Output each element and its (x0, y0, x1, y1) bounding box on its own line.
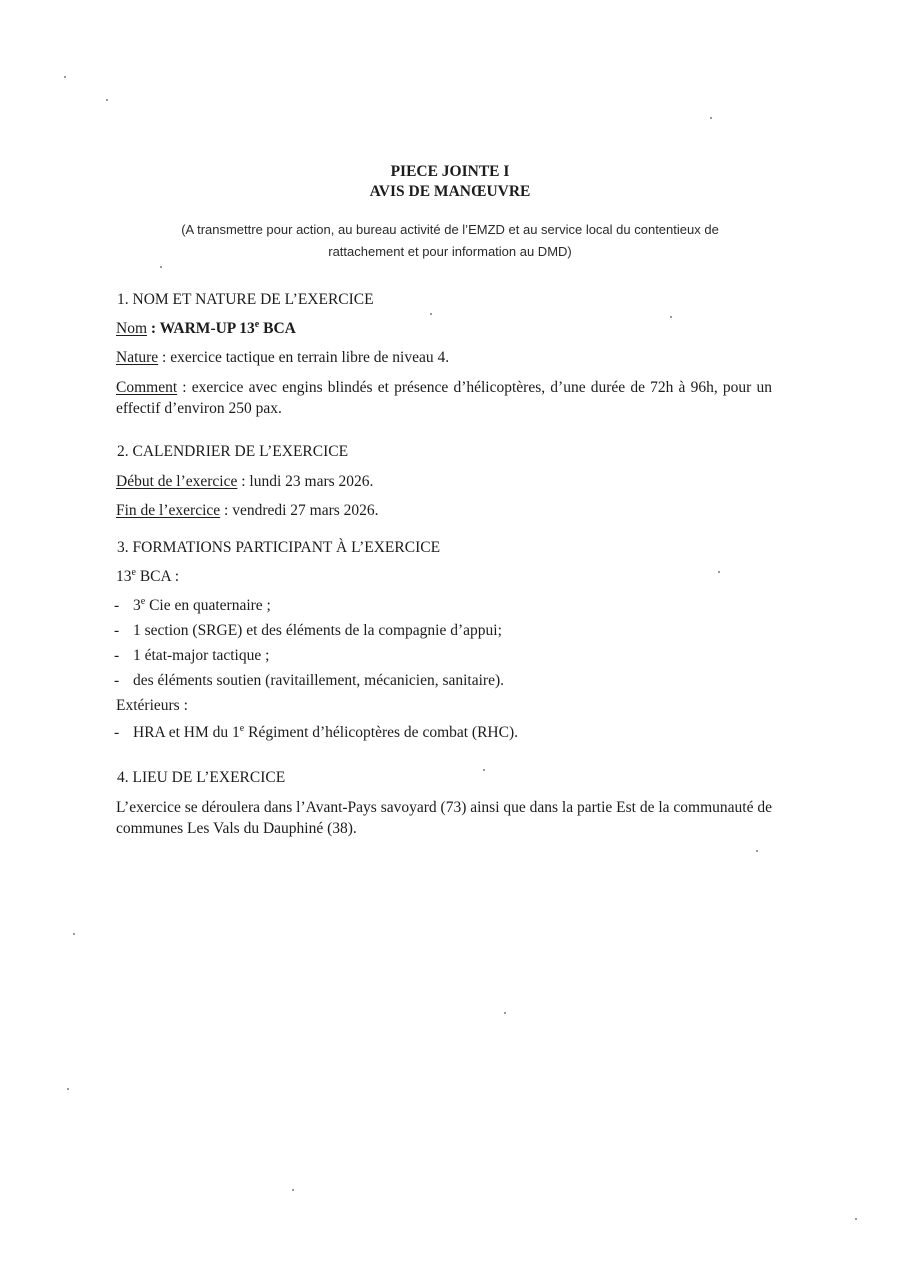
list-item: - 1 section (SRGE) et des éléments de la compagnie d’appui; (114, 622, 502, 639)
list-item: - 1 état-major tactique ; (114, 647, 270, 664)
list-dash: - (114, 672, 120, 689)
section-1-heading: 1. NOM ET NATURE DE L’EXERCICE (117, 291, 374, 308)
distribution-note-line2: rattachement et pour information au DMD) (328, 244, 572, 259)
scan-speck (73, 933, 75, 935)
exercise-start (116, 473, 373, 491)
document-subject: AVIS DE MANŒUVRE (369, 183, 531, 200)
comment-label: Comment (116, 379, 178, 396)
list-item: - des éléments soutien (ravitaillement, mécanicien, sanitaire). (114, 672, 504, 689)
list-dash: - (114, 622, 120, 639)
nature-label: Nature (116, 349, 159, 366)
exercise-name (116, 320, 296, 338)
scan-speck (67, 1088, 69, 1090)
end-label: Fin de l’exercice (116, 502, 221, 519)
scan-speck (483, 769, 485, 771)
document-title: PIECE JOINTE I (390, 163, 510, 180)
unit-group-external: Extérieurs : (116, 697, 188, 714)
list-item: - 3e Cie en quaternaire ; (114, 595, 271, 614)
section-4-heading: 4. LIEU DE L’EXERCICE (117, 769, 286, 786)
distribution-note-line1: (A transmettre pour action, au bureau activité de l’EMZD et au service local du contentieux de (181, 222, 719, 237)
name-label: Nom (116, 320, 147, 337)
section-3-heading: 3. FORMATIONS PARTICIPANT À L’EXERCICE (117, 539, 441, 556)
nature-value: : exercice tactique en terrain libre de niveau 4. (158, 349, 450, 366)
end-value: : vendredi 27 mars 2026. (220, 502, 379, 519)
scan-speck (106, 99, 108, 101)
scan-speck (710, 117, 712, 119)
list-dash: - (114, 647, 120, 664)
list-dash: - (114, 724, 120, 741)
scan-speck (160, 266, 162, 268)
list-dash: - (114, 597, 120, 614)
exercise-comment (116, 377, 772, 419)
scan-speck (756, 850, 758, 852)
exercise-end (116, 502, 379, 520)
exercise-location-text: L’exercice se déroulera dans l’Avant-Pays savoyard (73) ainsi que dans la partie Est de la communauté de communes Les Vals du Dauphiné (38). (116, 799, 772, 837)
comment-value: : exercice avec engins blindés et présence d’hélicoptères, d’une durée de 72h à 96h, pour un effectif d’environ 250 pax. (116, 379, 772, 417)
scan-speck (292, 1189, 294, 1191)
scan-speck (855, 1218, 857, 1220)
start-label: Début de l’exercice (116, 473, 238, 490)
scan-speck (504, 1012, 506, 1014)
name-value: WARM-UP 13e BCA (159, 318, 296, 337)
scan-speck (64, 76, 66, 78)
scan-speck (670, 316, 672, 318)
unit-group-13bca: 13e BCA : (116, 566, 180, 585)
list-item: - HRA et HM du 1e Régiment d’hélicoptères de combat (RHC). (114, 722, 519, 741)
start-value: : lundi 23 mars 2026. (237, 473, 374, 490)
name-separator: : (147, 320, 160, 337)
scan-speck (430, 313, 432, 315)
scan-speck (718, 571, 720, 573)
exercise-nature (116, 349, 449, 367)
section-2-heading: 2. CALENDRIER DE L’EXERCICE (117, 443, 349, 460)
